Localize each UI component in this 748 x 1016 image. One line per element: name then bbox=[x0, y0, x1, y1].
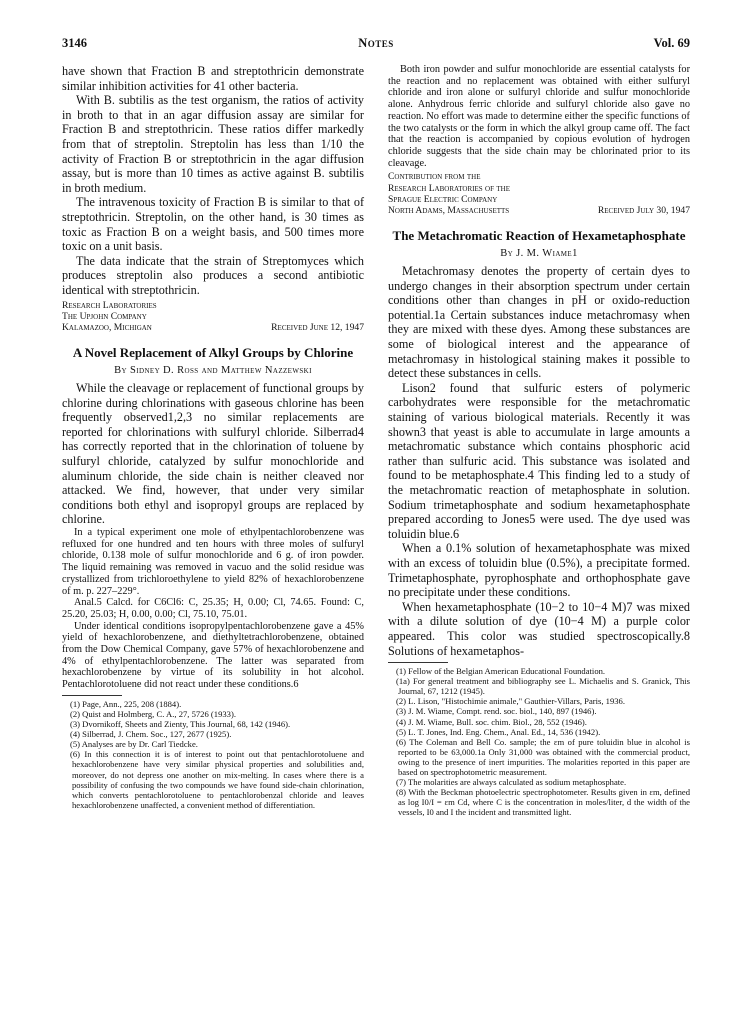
paragraph: Lison2 found that sulfuric esters of polymeric carbohydrates were responsible for the metachromatic staining of various biological materials. Recently it was shown3 that yeast is able to accumulate in large amounts a metachromatic substance which contains phosphoric acid rather than sulfuric acid. This substance was isolated and found to be metaphosphate.4 This finding led to a study of the metachromatic reaction of metaphosphate in solution. Sodium trimetaphosphate and sodium hexametaphosphate prepared according to Jones5 were used. The dye used was toluidin blue.6 bbox=[388, 380, 690, 541]
article-authors: By Sidney D. Ross and Matthew Nazzewski bbox=[114, 365, 312, 377]
footnote: (7) The molarities are always calculated as sodium metaphosphate. bbox=[396, 777, 627, 788]
received-date: Received July 30, 1947 bbox=[597, 204, 690, 216]
experimental-paragraph: Under identical conditions isopropylpentachlorobenzene gave a 45% yield of hexachlorobenzene, and diethyltetrachlorobenzene, obtained from the Dow Chemical Company, gave 57% of hexachlorobenzene and 4% of ethylpentachlorobenzene. The latter was separated from hexachlorobenzene by virtue of its solubility in hot alcohol. Pentachlorotoluene did not react under these conditions.6 bbox=[62, 620, 364, 691]
affiliation-city: North Adams, Massachusetts bbox=[388, 204, 510, 216]
footnote: (1a) For general treatment and bibliography see L. Michaelis and S. Granick, This Journal, 67, 1212 (1945). bbox=[396, 676, 690, 697]
affiliation-city: Kalamazoo, Michigan bbox=[62, 321, 152, 333]
affiliation-block bbox=[62, 300, 364, 334]
footnote: (6) In this connection it is of interest to point out that pentachlorotoluene and hexachlorobenzene have very similar physical properties and solubilities and, moreover, do not depress one another on mix-melting. In cases where there is a possibility of confusing the two compounds we have found side-chain chlorination, which converts pentachlorotoluene to pentachlorobenzal chloride and leaves hexachlorobenzene unaffected, a convenient method of differentiation. bbox=[70, 749, 364, 810]
footnote: (1) Page, Ann., 225, 208 (1884). bbox=[70, 698, 182, 709]
footnote: (8) With the Beckman photoelectric spectrophotometer. Results given in εm, defined as log I0/I = εm Cd, where C is the concentration in moles/liter, d the width of the vessels, I0 and I the incident and transmitted light. bbox=[396, 787, 690, 818]
paragraph: have shown that Fraction B and streptothricin demonstrate similar inhibition activities for 41 other bacteria. bbox=[62, 64, 364, 93]
paragraph: The intravenous toxicity of Fraction B is similar to that of streptothricin. Streptolin, on the other hand, is 30 times as toxic as Fraction B on a weight basis, and 500 times more toxic on a unit basis. bbox=[62, 195, 364, 254]
footnote: (3) J. M. Wiame, Compt. rend. soc. biol., 140, 897 (1946). bbox=[396, 706, 597, 717]
article-authors: By J. M. Wiame1 bbox=[500, 248, 578, 260]
footnote-rule bbox=[62, 695, 122, 696]
section-title: Notes bbox=[358, 36, 394, 50]
article-title: A Novel Replacement of Alkyl Groups by Chlorine bbox=[72, 345, 354, 361]
footnote: (5) Analyses are by Dr. Carl Tiedcke. bbox=[70, 739, 198, 750]
volume-label: Vol. 69 bbox=[653, 36, 690, 50]
paragraph: When a 0.1% solution of hexametaphosphate was mixed with an excess of toluidin blue (0.5%), a precipitate formed. Trimetaphosphate, pyrophosphate and orthophosphate gave no precipitate under these conditions. bbox=[388, 541, 690, 600]
paragraph: The data indicate that the strain of Streptomyces which produces streptolin also produces a second antibiotic identical with streptothricin. bbox=[62, 253, 364, 297]
affiliation-line: The Upjohn Company bbox=[62, 310, 147, 322]
footnote: (4) J. M. Wiame, Bull. soc. chim. Biol., 28, 552 (1946). bbox=[396, 716, 587, 727]
footnote-rule bbox=[388, 662, 448, 663]
paragraph: When hexametaphosphate (10−2 to 10−4 M)7 was mixed with a dilute solution of dye (10−4 M) a purple color appeared. This color was studied spectroscopically.8 Solutions of hexametaphos- bbox=[388, 599, 690, 658]
right-column bbox=[388, 64, 690, 818]
left-column bbox=[62, 64, 364, 810]
analysis-paragraph: Anal.5 Calcd. for C6Cl6: C, 25.35; H, 0.00; Cl, 74.65. Found: C, 25.20, 25.03; H, 0.00, 0.00; Cl, 75.10, 75.01. bbox=[62, 597, 364, 620]
page-number: 3146 bbox=[62, 36, 87, 50]
affiliation-line: Research Laboratories bbox=[62, 299, 157, 311]
page-header bbox=[62, 36, 690, 52]
affiliation-block bbox=[388, 171, 690, 216]
footnote: (5) L. T. Jones, Ind. Eng. Chem., Anal. Ed., 14, 536 (1942). bbox=[396, 726, 601, 737]
paragraph: While the cleavage or replacement of functional groups by chlorine during chlorinations with gaseous chlorine has been frequently observed1,2,3 no similar replacements are reported for chlorinations with sulfuryl chloride. Silberrad4 has correctly reported that in the chlorination of toluene by sulfuryl chloride, catalyzed by sulfur monochloride and aluminum chloride, the side chain is neither cleaved nor attacked. We find, however, that under very similar conditions both ethyl and isopropyl groups are replaced by chlorine. bbox=[62, 381, 364, 527]
footnote: (4) Silberrad, J. Chem. Soc., 127, 2677 (1925). bbox=[70, 729, 232, 740]
footnote: (6) The Coleman and Bell Co. sample; the εm of pure toluidin blue in alcohol is reported to be 63,000.1a Only 31,000 was obtained with the commercial product, owing to the presence of inert impurities. The molarities reported in this paper are based on spectrophotometric measurement. bbox=[396, 736, 690, 778]
paragraph: Metachromasy denotes the property of certain dyes to undergo changes in their absorption spectrum under certain conditions other than changes in pH or oxido-reduction potential.1a Certain substances induce metachromasy when they are mixed with these dyes. Among these substances are some of biological interest and the appearance of metachromasy in histological staining makes it possible to detect these substances in cells. bbox=[388, 264, 690, 381]
affiliation-line bbox=[388, 205, 690, 216]
received-date: Received June 12, 1947 bbox=[271, 321, 364, 333]
article-title: The Metachromatic Reaction of Hexametaphosphate bbox=[392, 228, 686, 244]
footnote: (1) Fellow of the Belgian American Educational Foundation. bbox=[396, 666, 606, 677]
experimental-paragraph: In a typical experiment one mole of ethylpentachlorobenzene was refluxed for one hundred and ten hours with three moles of sulfuryl chloride, 0.138 mole of sulfur monochloride and 6 g. of iron powder. The liquid remaining was removed in vacuo and the solid residue was crystallized from trichloroethylene to yield 82% of hexachlorobenzene of m. p. 227–229°. bbox=[62, 527, 364, 597]
paragraph: Both iron powder and sulfur monochloride are essential catalysts for the reaction and no replacement was obtained with either sulfuryl chloride and iron alone or sulfuryl chloride and sulfur monochloride alone. Anhydrous ferric chloride and sulfuryl chloride also gave no reaction. No effort was made to determine either the specific functions of the two catalysts or the form in which the alkyl group came off. The fact that the reaction is accompanied by copious evolution of hydrogen chloride suggests that the side chain may be chlorinated prior to its cleavage. bbox=[388, 64, 690, 169]
footnotes bbox=[62, 699, 364, 810]
affiliation-line: Sprague Electric Company bbox=[388, 193, 498, 205]
footnote: (2) L. Lison, "Histochimie animale," Gauthier-Villars, Paris, 1936. bbox=[396, 696, 626, 707]
affiliation-line bbox=[62, 322, 364, 333]
footnote: (2) Quist and Holmberg, C. A., 27, 5726 (1933). bbox=[70, 708, 236, 719]
affiliation-line: Contribution from the bbox=[388, 171, 481, 183]
affiliation-line: Research Laboratories of the bbox=[388, 182, 511, 194]
footnotes bbox=[388, 666, 690, 817]
footnote: (3) Dvornikoff, Sheets and Zienty, This Journal, 68, 142 (1946). bbox=[70, 719, 291, 730]
paragraph: With B. subtilis as the test organism, the ratios of activity in broth to that in an agar diffusion assay are similar for Fraction B and streptothricin. These ratios differ markedly from that of streptolin. Streptolin has less than 1/10 the activity of Fraction B or streptothricin in the agar diffusion assay, but is more than 10 times as active against B. subtilis in broth medium. bbox=[62, 93, 364, 195]
